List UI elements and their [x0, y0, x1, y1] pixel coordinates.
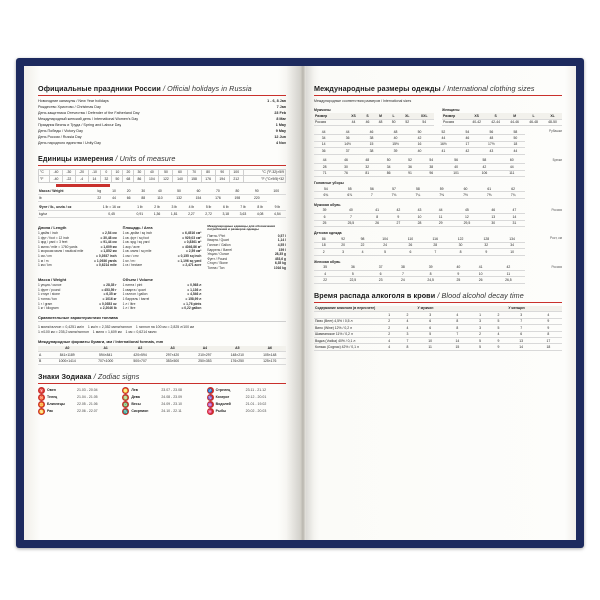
- units-section: [38, 154, 286, 365]
- list-item: Кварта / Quart 1,14 l: [207, 238, 287, 243]
- list-item: 1 г / gram = 0,0353 oz: [38, 301, 117, 306]
- table-row: kg/oz 0,45 0,91 1,36 1,81 2,27 2,72 3,18 3,63 4,08 4,54: [38, 211, 286, 217]
- list-item: Новогодние каникулы / New Year holidays 1 - 6, 8 Jan: [38, 99, 286, 103]
- notebook-pages: [24, 66, 576, 540]
- list-item: 1 кв. фут / sq foot = 929,03 см²: [122, 235, 202, 240]
- list-item: 1 кв. дюйм / sq inch = 6,4516 см²: [122, 231, 202, 235]
- table-row: Масса / Weight kg 10 20 30 40 50 60 70 80 90 100: [38, 189, 286, 195]
- holidays-title-ru: Официальные праздники России: [38, 84, 161, 93]
- list-item: ♐ Стрелец 23.11 - 21.12: [207, 387, 267, 394]
- zodiac-rule: [38, 383, 286, 384]
- list-item: 1 км / km = 0,6214 mile: [38, 263, 117, 268]
- temperature-table: [38, 169, 286, 183]
- zodiac-title: [38, 372, 286, 381]
- fuel-title: Сравнительные характеристики топлива: [38, 314, 118, 320]
- paper-title: Международные форматы бумаги, мм / International formats, mm: [38, 339, 164, 345]
- kids-label: Детская одежда: [314, 231, 342, 236]
- men-sizes: [314, 106, 434, 126]
- shirts-block: [314, 129, 562, 155]
- list-item: Праздник Весны и Труда / Spring and Labour Day 1 May: [38, 122, 286, 127]
- holidays-title: [38, 84, 286, 93]
- list-item: День России / Russia Day 12 Jun: [38, 134, 286, 139]
- table-row: A0 A1 A2 A3 A4 A5 A6: [38, 346, 286, 352]
- zodiac-symbol-icon: ♏: [123, 409, 129, 415]
- list-item: 1 ярд / yard = 3 feet = 91,44 см: [38, 240, 117, 245]
- paper-block: [38, 339, 286, 365]
- area-block: [123, 222, 202, 271]
- fuel-row-2: 1 л/100 км = 235,2 мили/галлон 1 миля = 1,609 км 1 км = 0,6214 мили: [38, 330, 157, 335]
- table-row: 54 55 56 57 58 59 60 61 62: [314, 186, 525, 192]
- zodiac-symbol-icon: ♈: [39, 388, 44, 394]
- kids-block: [314, 236, 562, 255]
- list-item: 1 морская миля / nautical mile = 1,852 км: [38, 249, 117, 254]
- list-item: День Победы / Victory Day 9 May: [38, 128, 286, 133]
- list-item: 1 акр / acre = 4046,86 м²: [122, 244, 202, 249]
- table-row: 44 46 48 50 52 54 56 58 60: [314, 158, 525, 164]
- list-item: День народного единства / Unity Day 4 Nov: [38, 140, 286, 145]
- zodiac-title-ru: Знаки Зодиака: [38, 372, 92, 382]
- list-item: ♈ Овен 21.03 - 20.04: [39, 387, 98, 394]
- length-block: [38, 222, 117, 271]
- list-item: ♋ Рак 22.06 - 22.07: [39, 408, 98, 415]
- women-shoes-table: [314, 265, 525, 284]
- list-item: 1 кв. ярд / sq yard = 0,8361 м²: [122, 240, 202, 245]
- table-row: 1 2 3 4 1 2 3 4: [314, 312, 562, 318]
- zodiac-column-2: [122, 387, 201, 415]
- trousers-table: [314, 158, 525, 177]
- table-row: A 841×1189 594×841 420×594 297×420 210×297 148×210 105×148: [38, 352, 286, 358]
- alcohol-title-ru: Время распада алкоголя в крови: [314, 290, 436, 300]
- alcohol-title: [314, 291, 562, 300]
- women-sizes: [442, 106, 562, 126]
- table-row: 34 36 38 40 42 44 46 48 50: [314, 135, 525, 141]
- table-row: lb 22 44 66 88 110 132 154 176 198 220: [38, 195, 286, 201]
- list-item: Тонна / Ton 1016 kg: [207, 265, 287, 270]
- units-title-ru: Единицы измерения: [38, 153, 114, 163]
- conversion-columns: [38, 222, 286, 271]
- zodiac-symbol-icon: ♐: [207, 388, 213, 394]
- list-item: Унция / Ounce 28,35 g: [207, 252, 287, 257]
- list-item: 1 см / cm = 0,3937 inch: [38, 254, 117, 259]
- zodiac-symbol-icon: ♌: [123, 388, 129, 394]
- length-title: Длина / Length: [38, 224, 67, 230]
- table-row: Шампанское 11% / 0,2 л 2 3 5 7 2 4 6 8: [314, 331, 562, 337]
- sizes-section: [314, 84, 562, 284]
- table-row: 2 3 4 5 6 7 8 9 10: [314, 249, 525, 255]
- list-item: 1 галлон / gallon = 4,546 л: [122, 292, 202, 297]
- list-item: 1 стоун / stone = 6,35 кг: [38, 292, 117, 297]
- list-item: Международный женский день / International Women's Day 8 Mar: [38, 116, 286, 121]
- sizes-subtitle: Международные соответствия размеров / International sizes: [314, 99, 412, 103]
- zodiac-title-en: / Zodiac signs: [93, 372, 140, 382]
- scale-marker: [56, 184, 110, 187]
- shirts-side-label: Рубашки: [548, 128, 562, 133]
- notebook-cover: [16, 58, 584, 548]
- list-item: 1 дюйм / inch = 2,54 см: [38, 231, 117, 235]
- sizes-title: [314, 84, 562, 93]
- table-row: Водка (Vodka) 40% / 0,1 л 4 7 10 14 5 9 13 17: [314, 338, 562, 344]
- table-row: °F -40 -22 -4 14 32 50 68 86 104 122 140 158 176 194 212 °F (°C×9/5)+32: [40, 176, 284, 181]
- zodiac-column-3: [207, 387, 286, 415]
- list-item: 1 кв. миля / sq mile = 2,59 км²: [122, 249, 202, 254]
- holidays-section: [38, 84, 286, 147]
- kids-side-label: Рост, см: [549, 236, 562, 241]
- zodiac-column-1: [38, 387, 117, 415]
- trousers-block: [314, 158, 562, 177]
- zodiac-symbol-icon: ♑: [207, 395, 213, 401]
- book-spine: [300, 66, 306, 540]
- sizes-title-ru: Международные размеры одежды: [314, 84, 441, 93]
- zodiac-symbol-icon: ♊: [39, 402, 44, 408]
- table-row: Пиво (Beer) 4,5% / 0,5 л 2 4 6 8 3 5 7 9: [314, 318, 562, 324]
- units-title: [38, 154, 286, 163]
- table-row: 4 5 6 7 8 9 10 11: [314, 270, 525, 276]
- page-fold-shadow-left: [286, 66, 300, 540]
- holidays-list: [38, 99, 286, 147]
- list-item: ♎ Весы 24.09 - 23.10: [123, 401, 182, 408]
- zodiac-symbol-icon: ♒: [207, 402, 213, 408]
- women-size-table: [442, 113, 562, 126]
- list-item: 1 га / hectare = 2,471 acre: [122, 263, 202, 268]
- volume-title: Объем / Volume: [122, 276, 153, 282]
- table-row: 28 30 32 34 36 38 40 42 44: [314, 164, 525, 170]
- list-item: 1 фут / foot = 12 inch = 30,48 см: [38, 235, 117, 240]
- table-row: 35 36 37 38 39 40 41 42: [314, 265, 525, 271]
- table-row: 39 40 41 42 43 44 45 46 47: [314, 208, 525, 214]
- list-item: Галлон / Gallon 4,55 l: [207, 242, 287, 247]
- list-item: 1 л / litre = 1,76 pints: [122, 301, 202, 306]
- list-item: 1 тонна / ton = 1016 кг: [38, 296, 117, 301]
- zodiac-symbol-icon: ♎: [123, 402, 129, 408]
- table-row: Вино (Wine) 12% / 0,2 л 2 4 6 8 3 5 7 9: [314, 325, 562, 331]
- list-item: ♊ Близнецы 22.05 - 21.06: [39, 401, 98, 408]
- list-item: 1 л / litre = 0,22 gallon: [122, 306, 202, 311]
- list-item: 1 м / m = 1,0936 yards: [38, 258, 117, 263]
- men-shoes-table: [314, 208, 525, 227]
- fuel-rule: [38, 321, 286, 322]
- list-item: 1 баррель / barrel = 158,99 л: [122, 296, 202, 301]
- alcohol-title-en: / Blood alcohol decay time: [437, 290, 524, 300]
- list-item: Фунт / Pound 453,6 g: [207, 256, 287, 261]
- table-row: 71 76 81 86 91 96 101 106 111: [314, 170, 525, 176]
- hats-label: Головные уборы: [314, 181, 344, 185]
- area-title: Площадь / Area: [122, 224, 153, 230]
- men-label: Мужчины: [314, 108, 331, 113]
- list-item: 1 см² / cm² = 0,155 sq inch: [122, 254, 202, 259]
- list-item: 1 м² / m² = 1,196 sq yard: [122, 258, 202, 263]
- zodiac-columns: [38, 387, 286, 415]
- women-shoes-side-label: Россия: [551, 264, 562, 269]
- units-rule: [38, 165, 286, 166]
- holidays-rule: [38, 95, 286, 96]
- zodiac-symbol-icon: ♓: [207, 409, 213, 415]
- list-item: Рождество Христово / Christmas Day 7 Jan: [38, 104, 286, 109]
- table-row: Россия 40-42 42-44 44-46 46-48 48-50: [442, 119, 562, 125]
- conversion-columns-2: [38, 274, 286, 311]
- trousers-side-label: Брюки: [552, 157, 562, 162]
- men-size-table: [314, 113, 434, 126]
- mass2-title: Масса / Weight: [38, 276, 67, 282]
- table-row: 14 14½ 15 15½ 16 16½ 17 17½ 18: [314, 141, 525, 147]
- mass2-block: [38, 274, 117, 311]
- table-row: Фунт / lb., unzia / oz 1 lb = 16 oz 1 lb 2 lb 3 lb 4 lb 5 lb 6 lb 7 lb 8 lb 9 lb: [38, 205, 286, 211]
- alcohol-table: [314, 306, 562, 351]
- sizes-title-en: / International clothing sizes: [442, 84, 535, 93]
- list-item: ♌ Лев 23.07 - 23.08: [123, 387, 182, 394]
- gender-size-tables: [314, 106, 562, 126]
- men-shoes-label: Мужская обувь: [314, 202, 341, 207]
- list-item: 1 унция / ounce = 28,35 г: [38, 283, 117, 288]
- table-row: 44 44 46 48 50 52 54 56 58: [314, 129, 525, 135]
- list-item: 1 пинта / pint = 0,568 л: [122, 283, 202, 288]
- table-row: Размер XS S M L XL: [442, 113, 562, 119]
- right-page: [300, 66, 576, 540]
- table-row: °C -40 -30 -20 -10 0 10 20 30 40 50 60 70 80 90 100 °C (°F-32)×5/9: [40, 170, 284, 175]
- table-row: B 1000×1414 707×1000 500×707 353×500 250×353 176×250 125×176: [38, 358, 286, 364]
- zodiac-symbol-icon: ♉: [39, 395, 44, 401]
- table-row: Россия 44 46 48 50 52 54: [314, 119, 434, 125]
- pound-ounce-table: [38, 205, 286, 218]
- misc-block: [207, 222, 286, 271]
- table-row: 86 92 98 104 110 116 122 128 134: [314, 236, 525, 242]
- list-item: ♍ Дева 24.08 - 23.09: [123, 394, 182, 401]
- hats-table: [314, 186, 525, 199]
- list-item: ♑ Козерог 22.12 - 20.01: [207, 394, 267, 401]
- hats-block: [314, 186, 562, 199]
- list-item: 1 кварта / quart = 1,136 л: [122, 287, 202, 292]
- table-row: 6¾ 6⅞ 7 7⅛ 7¼ 7⅜ 7½ 7⅝ 7¾: [314, 192, 525, 198]
- list-item: День защитника Отечества / Defender of the Fatherland Day 23 Feb: [38, 110, 286, 115]
- list-item: 1 фунт / pound = 453,59 г: [38, 287, 117, 292]
- women-label: Женщины: [442, 108, 460, 113]
- list-item: ♓ Рыбы 20.02 - 20.03: [207, 408, 267, 415]
- shirts-table: [314, 129, 525, 155]
- misc-block-2: [207, 274, 286, 311]
- list-item: ♒ Водолей 21.01 - 19.02: [207, 401, 267, 408]
- fuel-block: [38, 315, 286, 336]
- men-shoes-side-label: Россия: [551, 207, 562, 212]
- zodiac-section: [38, 372, 286, 415]
- table-row: Содержание алкоголя (в пересчете) У мужчин У женщин: [314, 306, 562, 312]
- table-row: Коньяк (Cognac) 42% / 0,1 л 4 8 11 15 5 9 14 18: [314, 344, 562, 350]
- women-shoes-block: [314, 265, 562, 284]
- misc-title: Международные единицы для обозначения потребления и размеров одежды: [207, 223, 276, 232]
- kids-table: [314, 236, 525, 255]
- list-item: Стоун / Stone 6,35 kg: [207, 261, 287, 266]
- sizes-rule: [314, 95, 562, 96]
- table-row: 36 37 38 39 40 41 42 43 44: [314, 148, 525, 154]
- table-row: Размер XS S M L XL XXL: [314, 113, 434, 119]
- list-item: ♉ Телец 21.04 - 21.05: [39, 394, 98, 401]
- men-shoes-block: [314, 208, 562, 227]
- table-row: 22 22,5 23 24 24,5 25 26 26,5: [314, 277, 525, 283]
- alcohol-rule: [314, 302, 562, 303]
- zodiac-symbol-icon: ♋: [39, 409, 44, 415]
- volume-block: [123, 274, 202, 311]
- left-page: [24, 66, 300, 540]
- units-title-en: / Units of measure: [115, 153, 176, 163]
- zodiac-symbol-icon: ♍: [123, 395, 129, 401]
- holidays-title-en: / Official holidays in Russia: [162, 84, 252, 93]
- paper-table: [38, 346, 286, 365]
- mass-table: [38, 189, 286, 202]
- list-item: 1 миля / mile = 1760 yards = 1,609 км: [38, 244, 117, 249]
- list-item: 1 кг / kilogram = 2,2046 lb: [38, 306, 117, 311]
- list-item: Пинта / Pint 0,57 l: [207, 233, 287, 238]
- alcohol-section: [314, 291, 562, 351]
- fuel-row-1: 1 миля/галлон = 0,4251 км/л 1 км/л = 2,352 мили/галлон 1 галлон на 100 км = 2,825 л/100 км: [38, 325, 194, 330]
- table-row: 6 7 8 9 10 11 12 13 14: [314, 214, 525, 220]
- list-item: ♏ Скорпион 24.10 - 22.11: [123, 408, 182, 415]
- list-item: Баррель / Barrel 159 l: [207, 247, 287, 252]
- table-row: 18 20 22 24 26 28 30 32 34: [314, 242, 525, 248]
- table-row: 25 25,5 26 27 28 29 29,5 30 31: [314, 220, 525, 226]
- women-shoes-label: Женская обувь: [314, 259, 341, 264]
